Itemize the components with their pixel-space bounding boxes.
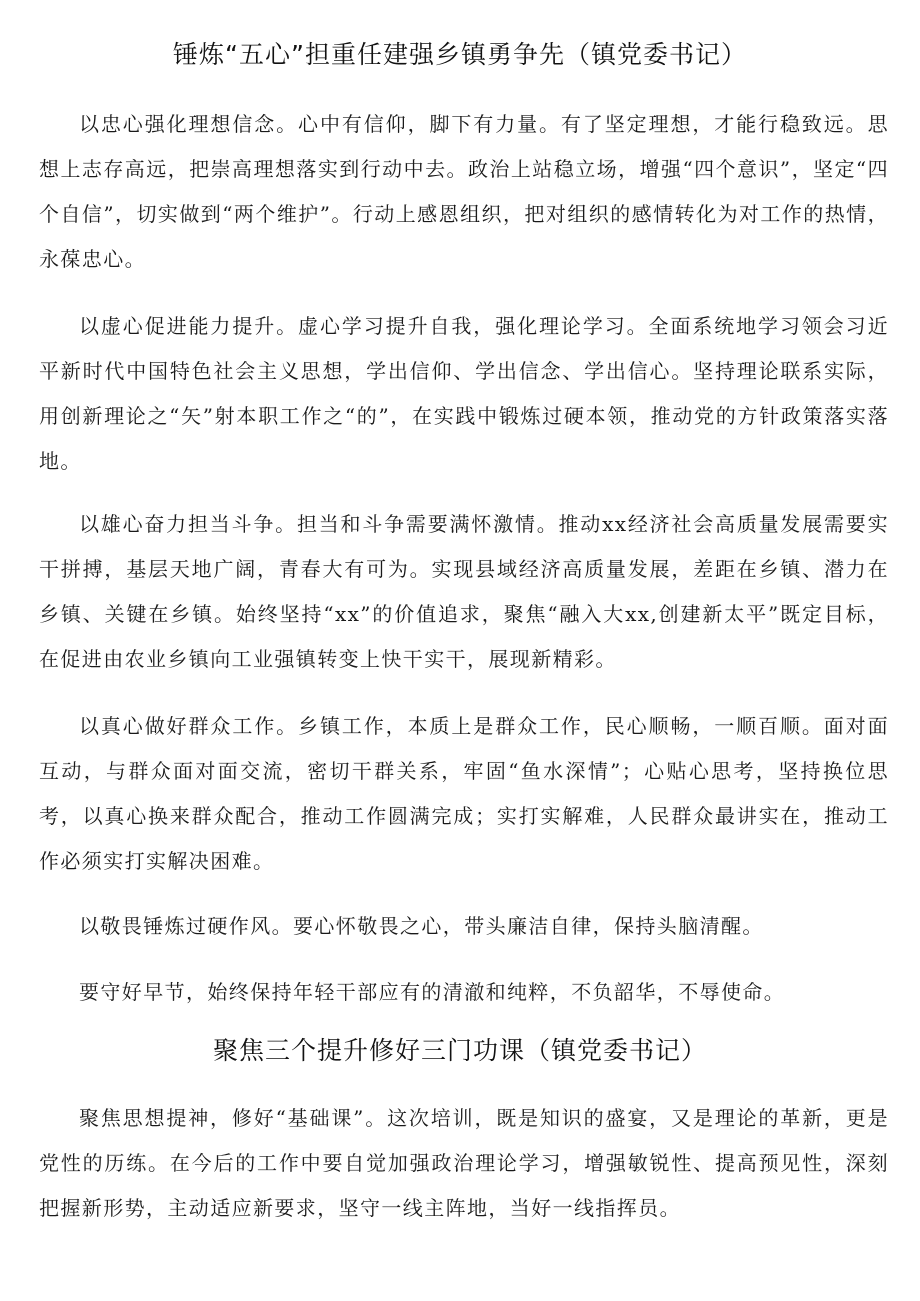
section-2-title: 聚焦三个提升修好三门功课（镇党委书记）	[212, 1036, 707, 1065]
section-1-paragraph-3: 以雄心奋力担当斗争。担当和斗争需要满怀激情。推动xx经济社会高质量发展需要实干拼搏，基层天地广阔，青春大有可为。实现县域经济高质量发展，差距在乡镇、潜力在乡镇、关键在乡镇。始终坚持“xx”的价值追求，聚焦“融入大xx,创建新太平”既定目标，在促进由农业乡镇向工业强镇转变上快干实干，展现新精彩。	[39, 512, 889, 671]
section-1-paragraph-2: 以虚心促进能力提升。虚心学习提升自我，强化理论学习。全面系统地学习领会习近平新时代中国特色社会主义思想，学出信仰、学出信念、学出信心。坚持理论联系实际，用创新理论之“矢”射本职工作之“的”，在实践中锻炼过硬本领，推动党的方针政策落实落地。	[39, 314, 889, 473]
section-1-paragraph-6: 要守好早节，始终保持年轻干部应有的清澈和纯粹，不负韶华，不辱使命。	[79, 980, 786, 1004]
section-1-paragraph-5: 以敬畏锤炼过硬作风。要心怀敬畏之心，带头廉洁自律，保持头脑清醒。	[79, 914, 764, 938]
section-1-title: 锤炼“五心”担重任建强乡镇勇争先（镇党委书记）	[173, 40, 747, 69]
section-1-paragraph-1: 以忠心强化理想信念。心中有信仰，脚下有力量。有了坚定理想，才能行稳致远。思想上志存高远，把崇高理想落实到行动中去。政治上站稳立场，增强“四个意识”，坚定“四个自信”，切实做到“两个维护”。行动上感恩组织，把对组织的感情转化为对工作的热情，永葆忠心。	[39, 112, 889, 271]
section-1-paragraph-4: 以真心做好群众工作。乡镇工作，本质上是群众工作，民心顺畅，一顺百顺。面对面互动，与群众面对面交流，密切干群关系，牢固“鱼水深情”；心贴心思考，坚持换位思考，以真心换来群众配合，推动工作圆满完成；实打实解难，人民群众最讲实在，推动工作必须实打实解决困难。	[39, 714, 889, 873]
section-2-paragraph-1: 聚焦思想提神，修好“基础课”。这次培训，既是知识的盛宴，又是理论的革新，更是党性的历练。在今后的工作中要自觉加强政治理论学习，增强敏锐性、提高预见性，深刻把握新形势，主动适应新要求，坚守一线主阵地，当好一线指挥员。	[39, 1106, 889, 1220]
